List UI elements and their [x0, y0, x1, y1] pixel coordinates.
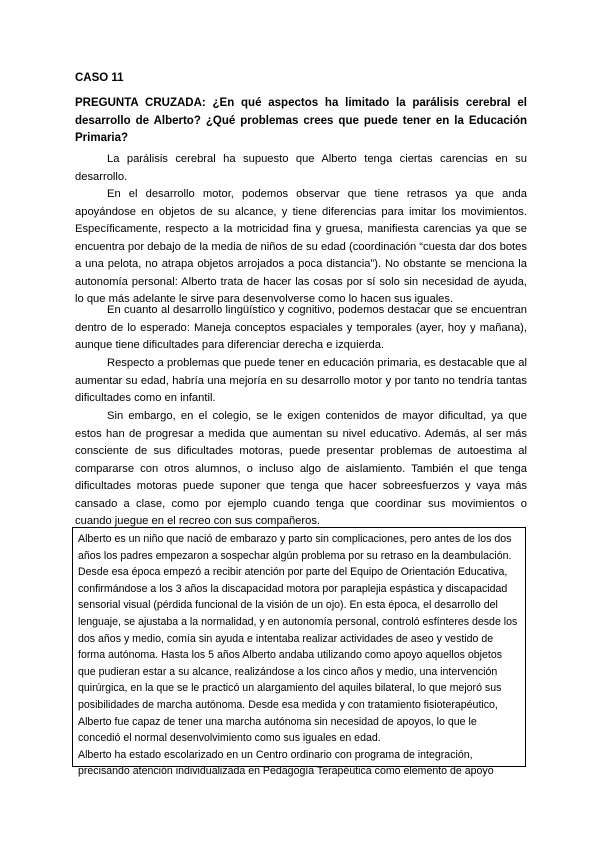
paragraph-language-cognitive: [75, 302, 527, 355]
paragraph-language-cognitive-text: En cuanto al desarrollo lingüístico y cognitivo, podemos destacar que se encuentran dentro de lo esperado: Maneja conceptos espaciales y temporales (ayer, hoy y mañana), aunque tiene dificultades para diferenciar derecha e izquierda.: [75, 304, 527, 351]
paragraph-motor-development-text: En el desarrollo motor, podemos observar que tiene retrasos ya que anda apoyándose en objetos de su alcance, y tiene diferencias para imitar los movimientos. Específicamente, respecto a la motricidad fina y gruesa, manifiesta carencias ya que se encuentra por debajo de la media de niños de su edad (coordinación “cuesta dar dos botes a una pelota, no atrapa objetos arrojados a poca distancia”). No obstante se menciona la autonomía personal: Alberto trata de hacer las cosas por sí solo sin necesidad de ayuda, lo que más adelante le sirve para desenvolverse como lo hacen sus iguales.: [75, 188, 527, 305]
paragraph-intro: [75, 151, 527, 186]
paragraph-primary-problems: [75, 355, 527, 408]
paragraph-motor-development: [75, 186, 527, 309]
paragraph-school-difficulties-text: Sin embargo, en el colegio, se le exigen contenidos de mayor dificultad, ya que estos han de progresar a medida que aumentan su nivel educativo. Además, al ser más consciente de sus dificultades motoras, puede presentar problemas de autoestima al compararse con otros alumnos, o incluso algo de aislamiento. También el que tenga dificultades motoras puede suponer que tenga que hacer sobreesfuerzos y vaya más cansado a clase, como por ejemplo cuando tenga que coordinar sus movimientos o cuando juegue en el recreo con sus compañeros.: [75, 410, 527, 527]
paragraph-primary-problems-text: Respecto a problemas que puede tener en educación primaria, es destacable que al aumentar su edad, habría una mejoría en su desarrollo motor y por tanto no tendría tantas dificultades como en infantil.: [75, 357, 527, 404]
paragraph-school-difficulties: [75, 408, 527, 531]
case-title: CASO 11: [75, 72, 124, 84]
case-box-paragraph-schooling: Alberto ha estado escolarizado en un Centro ordinario con programa de integración, precisando atención individualizada en Pedagogía Terapéutica como elemento de apoyo: [78, 748, 494, 778]
case-box-paragraph-history: Alberto es un niño que nació de embarazo y parto sin complicaciones, pero antes de los dos años los padres empezaron a sospechar algún problema por su retraso en la deambulación. Desde esa época empezó a recibir atención por parte del Equipo de Orientación Educativa, confirmándose a los 3 años la discapacidad motora por paraplejia espástica y discapacidad sensorial visual (pérdida funcional de la visión de un ojo). En esta época, el desarrollo del lenguaje, se ajustaba a la normalidad, y en autonomía personal, controló esfínteres desde los dos años y medio, comía sin ayuda e intentaba realizar actividades de aseo y vestido de forma autónoma. Hasta los 5 años Alberto andaba utilizando como apoyo aquellos objetos que pudieran estar a su alcance, realizándose a los cinco años y medio, una intervención quirúrgica, en la que se le practicó un alargamiento del aquiles bilateral, lo que mejoró sus posibilidades de marcha autónoma. Desde esa medida y con tratamiento fisioterapéutico, Alberto fue capaz de tener una marcha autónoma sin necesidad de apoyos, lo que le concedió el normal desenvolvimiento como sus iguales en edad.: [78, 533, 518, 745]
case-description-box: [72, 527, 526, 778]
paragraph-intro-text: La parálisis cerebral ha supuesto que Alberto tenga ciertas carencias en su desarrollo.: [75, 153, 527, 183]
cross-question: PREGUNTA CRUZADA: ¿En qué aspectos ha limitado la parálisis cerebral el desarrollo de Alberto? ¿Qué problemas crees que puede tener en la Educación Primaria?: [75, 97, 527, 144]
